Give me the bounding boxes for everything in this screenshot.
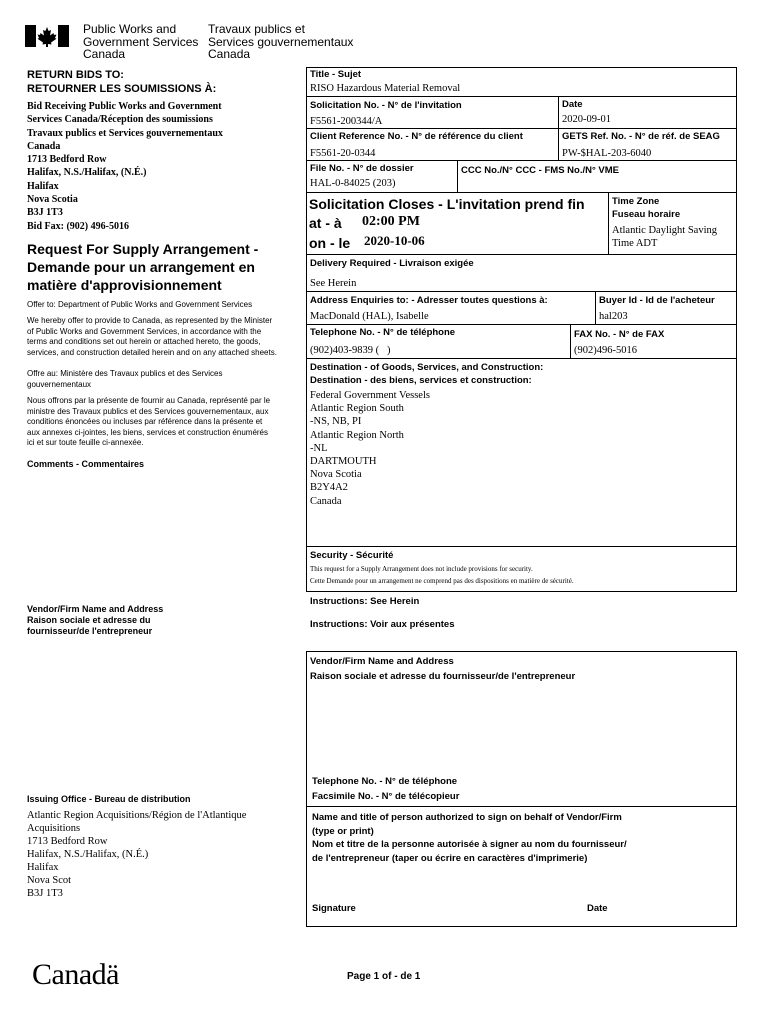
dept-fr-line3: Canada bbox=[208, 47, 251, 61]
dept-en-line3: Canada bbox=[83, 47, 126, 61]
buyer-id-label: Buyer Id - Id de l'acheteur bbox=[599, 295, 715, 306]
form-right-border bbox=[736, 67, 737, 592]
title-label: Title - Sujet bbox=[310, 69, 362, 80]
closes-label: Solicitation Closes - L'invitation prend fin bbox=[309, 196, 585, 212]
offer-to-fr: Offre au: Ministère des Travaux publics et des Services gouvernementaux bbox=[27, 369, 223, 389]
instructions-fr: Instructions: Voir aux présentes bbox=[310, 619, 455, 630]
vendor-box-label-fr: Raison sociale et adresse du fournisseur/de l'entrepreneur bbox=[310, 671, 576, 682]
delivery-value: See Herein bbox=[310, 278, 357, 289]
offer-body-fr: Nous offrons par la présente de fournir au Canada, représenté par le ministre des Travaux publics et des Services gouvernementaux, aux conditions énoncées ou incluses par référence dans la présente et aux annexes ci-jointes, les biens, services et construction énumérés ici et sur toute feuille ci-annexée. bbox=[27, 396, 271, 447]
department-name-fr bbox=[208, 23, 353, 61]
at-label: at - à bbox=[309, 215, 342, 231]
issuing-office-label: Issuing Office - Bureau de distribution bbox=[27, 794, 191, 804]
request-title-line2: Demande pour un arrangement en bbox=[27, 259, 255, 275]
request-title-line3: matière d'approvisionnement bbox=[27, 277, 222, 293]
department-name-en bbox=[83, 23, 198, 61]
comments-label: Comments - Commentaires bbox=[27, 459, 145, 469]
divider-enquiries bbox=[306, 324, 737, 325]
return-bids-address: Bid Receiving Public Works and Government Services Canada/Réception des soumissions Travaux publics et Services gouvernementaux Canada 1713 Bedford Row Halifax, N.S./Halifax, (N.É.) Halifax Nova Scotia B3J 1T3 Bid Fax: (902) 496-5016 bbox=[27, 101, 223, 232]
destination-label-fr: Destination - des biens, services et construction: bbox=[310, 375, 532, 386]
on-label: on - le bbox=[309, 235, 351, 251]
signature-date-label: Date bbox=[587, 903, 608, 914]
phone-label: Telephone No. - N° de téléphone bbox=[310, 327, 456, 338]
file-value: HAL-0-84025 (203) bbox=[310, 178, 396, 189]
divider-v-fax bbox=[570, 324, 571, 358]
signer-label: Name and title of person authorized to sign on behalf of Vendor/Firm (type or print) Nom et titre de la personne autorisée à signer au nom du fournisseur/ de l'entrepreneur (taper ou écrire en caractères d'imprimerie) bbox=[312, 812, 627, 864]
client-ref-label: Client Reference No. - N° de référence du client bbox=[310, 131, 523, 142]
divider-title bbox=[306, 96, 737, 97]
enquiries-value: MacDonald (HAL), Isabelle bbox=[310, 311, 429, 322]
destination-value: Federal Government Vessels Atlantic Region South -NS, NB, PI Atlantic Region North -NL DARTMOUTH Nova Scotia B2Y4A2 Canada bbox=[310, 390, 430, 507]
vendor-box-label-en: Vendor/Firm Name and Address bbox=[310, 656, 454, 667]
delivery-label: Delivery Required - Livraison exigée bbox=[310, 258, 474, 269]
divider-destination bbox=[306, 546, 737, 547]
dept-fr-line2: Services gouvernementaux bbox=[208, 34, 354, 49]
file-label: File No. - N° de dossier bbox=[310, 163, 414, 174]
vendor-fax-label: Facsimile No. - N° de télécopieur bbox=[312, 791, 460, 802]
enquiries-label: Address Enquiries to: - Adresser toutes questions à: bbox=[310, 295, 548, 306]
security-text-en: This request for a Supply Arrangement does not include provisions for security. bbox=[310, 565, 533, 573]
request-title-line1: Request For Supply Arrangement - bbox=[27, 241, 259, 257]
canadian-flag-icon bbox=[25, 25, 69, 47]
page-number: Page 1 of - de 1 bbox=[347, 971, 421, 982]
solicitation-value: F5561-200344/A bbox=[310, 116, 383, 127]
instructions-en: Instructions: See Herein bbox=[310, 596, 420, 607]
gets-value: PW-$HAL-203-6040 bbox=[562, 148, 652, 159]
divider-v-ccc bbox=[457, 160, 458, 192]
divider-file bbox=[306, 192, 737, 193]
signature-label: Signature bbox=[312, 903, 356, 914]
solicitation-label: Solicitation No. - N° de l'invitation bbox=[310, 100, 462, 111]
dept-en-line2: Government Services bbox=[83, 34, 199, 49]
fax-value: (902)496-5016 bbox=[574, 345, 637, 356]
fax-label: FAX No. - N° de FAX bbox=[574, 329, 665, 340]
client-ref-value: F5561-20-0344 bbox=[310, 148, 376, 159]
security-text-fr: Cette Demande pour un arrangement ne comprend pas des dispositions en matière de sécurité. bbox=[310, 577, 574, 585]
form-top-border bbox=[306, 67, 737, 68]
date-value: 2020-09-01 bbox=[562, 114, 611, 125]
request-title bbox=[27, 240, 258, 294]
vendor-phone-label: Telephone No. - N° de téléphone bbox=[312, 776, 458, 787]
destination-label-en: Destination - of Goods, Services, and Construction: bbox=[310, 362, 544, 373]
return-bids-title bbox=[27, 68, 216, 96]
divider-delivery bbox=[306, 291, 737, 292]
timezone-value: Atlantic Daylight Saving Time ADT bbox=[612, 225, 717, 249]
divider-client-ref bbox=[306, 160, 737, 161]
issuing-office-address: Atlantic Region Acquisitions/Région de l'Atlantique Acquisitions 1713 Bedford Row Halifax, N.S./Halifax, (N.É.) Halifax Nova Scot B3J 1T3 bbox=[27, 810, 247, 899]
gets-label: GETS Ref. No. - N° de réf. de SEAG bbox=[562, 131, 720, 142]
left-vendor-label: Vendor/Firm Name and Address Raison sociale et adresse du fournisseur/de l'entrepreneur bbox=[27, 604, 164, 636]
divider-solicitation bbox=[306, 128, 737, 129]
timezone-label-en: Time Zone bbox=[612, 196, 660, 207]
form-bottom-border bbox=[306, 591, 737, 592]
canada-wordmark: Canadä bbox=[32, 958, 119, 991]
ccc-label: CCC No./N° CCC - FMS No./N° VME bbox=[461, 165, 620, 176]
return-bids-title-en: RETURN BIDS TO: bbox=[27, 69, 124, 81]
divider-v-buyer bbox=[595, 291, 596, 324]
close-date-value: 2020-10-06 bbox=[364, 233, 425, 248]
title-value: RISO Hazardous Material Removal bbox=[310, 83, 461, 94]
form-left-border bbox=[306, 67, 307, 592]
phone-value: (902)403-9839 ( ) bbox=[310, 345, 391, 356]
security-label: Security - Sécurité bbox=[310, 550, 394, 561]
timezone-label-fr: Fuseau horaire bbox=[612, 209, 681, 220]
time-value: 02:00 PM bbox=[362, 214, 420, 229]
divider-phone bbox=[306, 358, 737, 359]
return-bids-title-fr: RETOURNER LES SOUMISSIONS À: bbox=[27, 83, 217, 95]
dept-fr-line1: Travaux publics et bbox=[208, 22, 305, 36]
divider-v-date bbox=[558, 96, 559, 160]
date-label: Date bbox=[562, 99, 583, 110]
dept-en-line1: Public Works and bbox=[83, 22, 177, 36]
divider-vendor-contact bbox=[306, 806, 737, 807]
buyer-id-value: hal203 bbox=[599, 311, 628, 322]
divider-closes bbox=[306, 254, 737, 255]
divider-v-timezone bbox=[608, 192, 609, 254]
offer-to-en: Offer to: Department of Public Works and Government Services bbox=[27, 300, 253, 309]
vendor-signature-box bbox=[306, 651, 737, 927]
offer-body-en: We hereby offer to provide to Canada, as represented by the Minister of Public Works and Government Services, in accordance with the terms and conditions set out herein or attached hereto, the goods, services, and construction detailed herein and on any attached sheets. bbox=[27, 316, 277, 357]
